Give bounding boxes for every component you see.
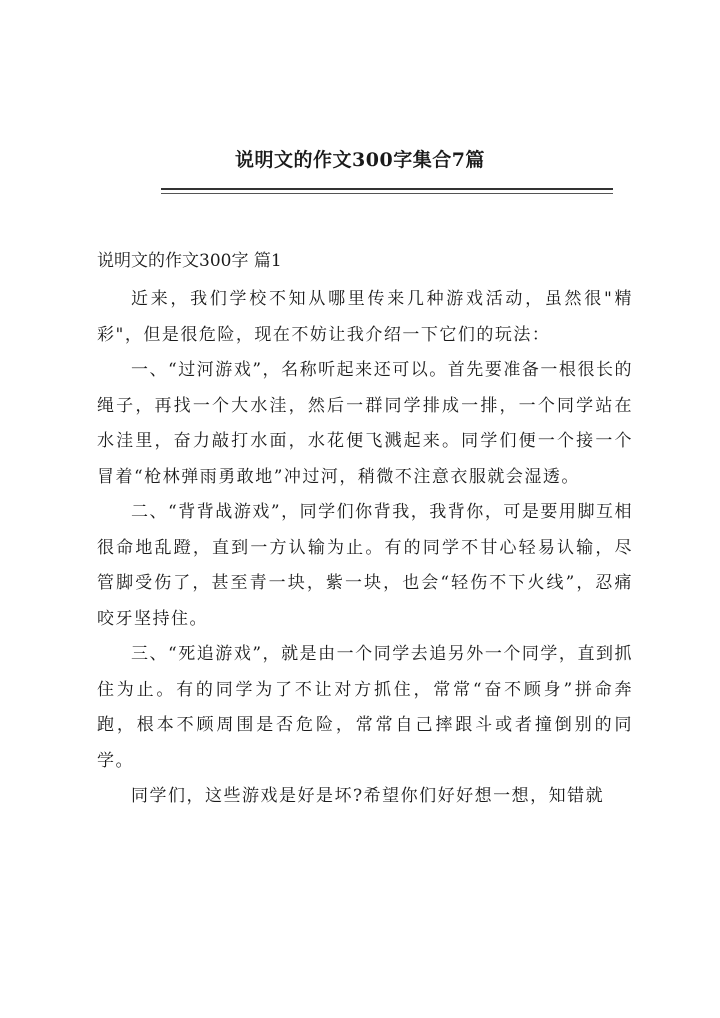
paragraph-game-3: 三、“死追游戏”，就是由一个同学去追另外一个同学，直到抓住为止。有的同学为了不让对方抓住，常常“奋不顾身”拼命奔跑，根本不顾周围是否危险，常常自己摔跟斗或者撞倒别的同学。 (97, 644, 633, 771)
title-divider-thick (161, 188, 613, 190)
paragraph-game-1: 一、“过河游戏”，名称听起来还可以。首先要准备一根很长的绳子，再找一个大水洼，然后一群同学排成一排，一个同学站在水洼里，奋力敲打水面，水花便飞溅起来。同学们便一个接一个冒着“枪林弹雨勇敢地”冲过河，稍微不注意衣服就会湿透。 (97, 360, 633, 487)
paragraph-intro: 近来，我们学校不知从哪里传来几种游戏活动，虽然很"精彩"，但是很危险，现在不妨让我介绍一下它们的玩法： (97, 289, 633, 345)
paragraph-game-2: 二、“背背战游戏”，同学们你背我，我背你，可是要用脚互相很命地乱蹬，直到一方认输为止。有的同学不甘心轻易认输，尽管脚受伤了，甚至青一块，紫一块，也会“轻伤不下火线”，忍痛咬牙坚持住。 (97, 502, 633, 629)
document-title: 说明文的作文300字集合7篇 (235, 149, 485, 171)
article-body (97, 282, 633, 815)
section-heading: 说明文的作文300字 篇1 (97, 251, 282, 271)
paragraph-conclusion: 同学们，这些游戏是好是坏?希望你们好好想一想，知错就 (131, 786, 605, 806)
title-divider-thin (161, 193, 613, 194)
